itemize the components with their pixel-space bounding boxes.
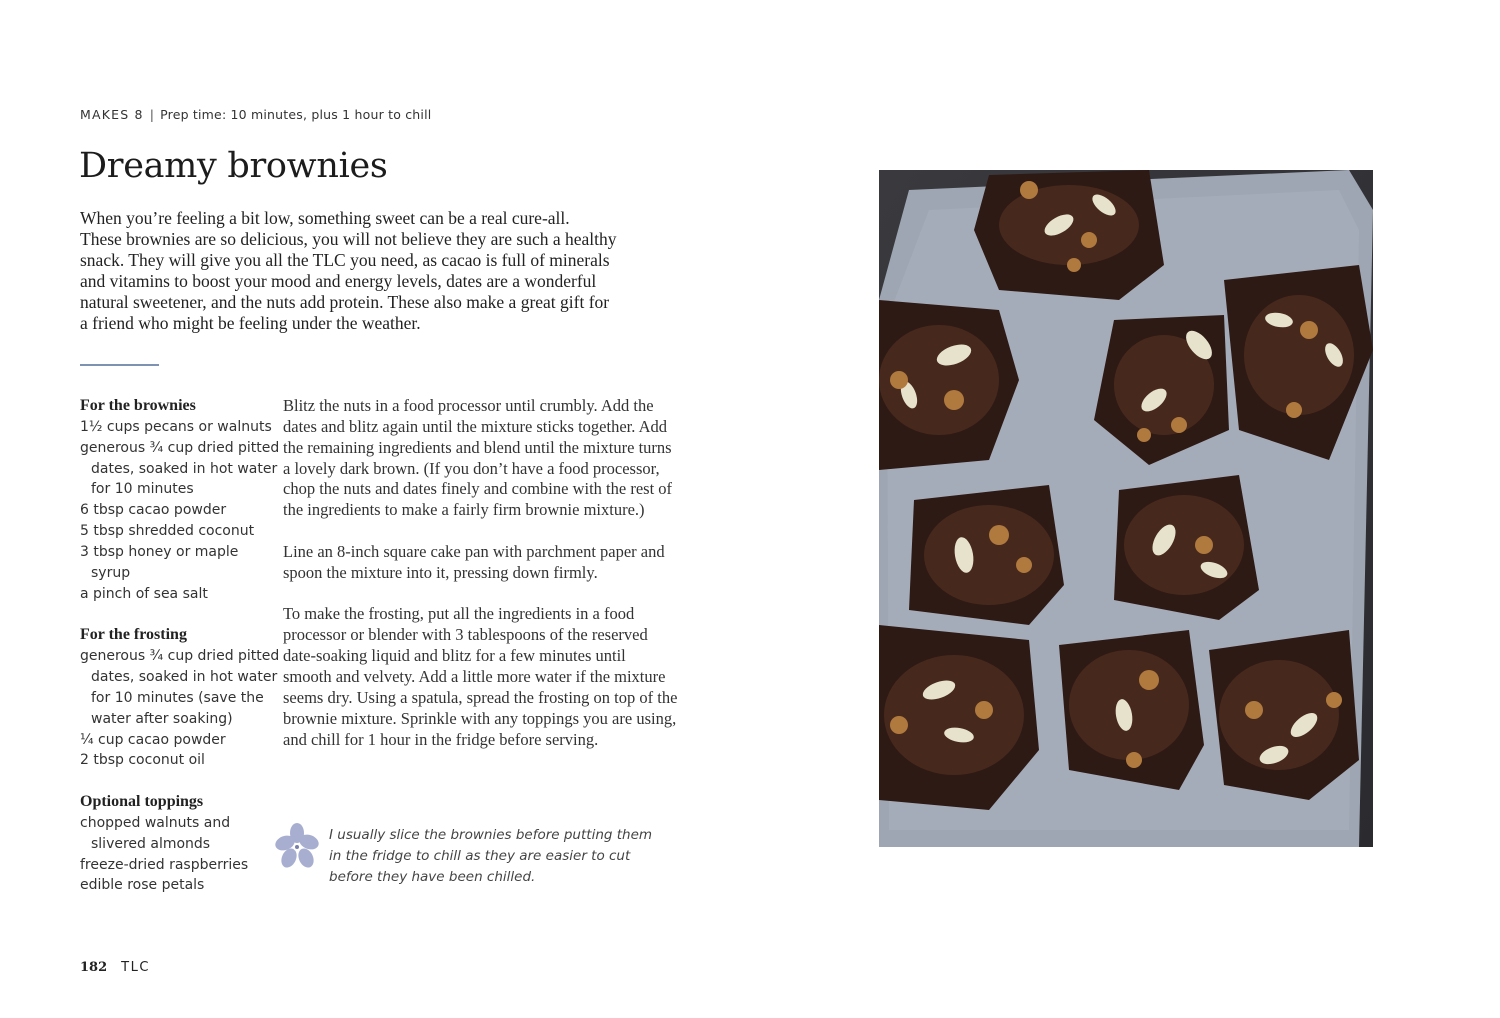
intro-line: When you’re feeling a bit low, something sweet can be a real cure-all.	[80, 208, 570, 228]
recipe-meta	[80, 107, 431, 122]
ingredient-group-frosting	[80, 625, 280, 771]
ingredient-heading: Optional toppings	[80, 793, 204, 811]
recipe-title: Dreamy brownies	[79, 146, 388, 186]
ingredient-item: chopped walnuts and slivered almonds	[80, 814, 231, 852]
intro-line: a friend who might be feeling under the weather.	[80, 312, 421, 333]
makes-count: MAKES 8	[80, 107, 144, 122]
page-number: 182	[80, 960, 108, 975]
intro-line: and vitamins to boost your mood and energy levels, dates are a wonderful	[80, 270, 597, 291]
section-divider	[80, 364, 159, 366]
ingredient-item: 3 tbsp honey or maple syrup	[80, 543, 239, 581]
method-step: To make the frosting, put all the ingredients in a food processor or blender with 3 tablespoons of the reserved date-soaking liquid and blitz for a few minutes until smooth and velvety. Add a little more water if the mixture seems dry. Using a spatula, spread the frosting on top of the brownie mixture. Sprinkle with any toppings you are using, and chill for 1 hour in the fridge before serving.	[283, 604, 678, 749]
page-footer	[80, 960, 150, 975]
ingredient-item: ¼ cup cacao powder	[80, 731, 226, 748]
ingredient-item: a pinch of sea salt	[80, 585, 208, 602]
method-step: Line an 8-inch square cake pan with parchment paper and spoon the mixture into it, pressing down firmly.	[283, 541, 665, 582]
intro-paragraph	[80, 208, 680, 333]
ingredients-column	[80, 396, 280, 917]
intro-line: natural sweetener, and the nuts add protein. These also make a great gift for	[80, 291, 610, 312]
ingredient-group-toppings	[80, 792, 280, 896]
ingredient-item: freeze-dried raspberries	[80, 856, 249, 873]
ingredient-item: generous ¾ cup dried pitted dates, soaked in hot water for 10 minutes (save the water after soaking)	[80, 648, 280, 727]
section-name: TLC	[121, 960, 150, 975]
ingredient-item: edible rose petals	[80, 877, 205, 894]
flower-icon	[273, 822, 323, 870]
prep-time: Prep time: 10 minutes, plus 1 hour to chill	[160, 107, 432, 122]
ingredient-heading: For the brownies	[80, 397, 196, 414]
method-column	[283, 396, 678, 771]
tip-note: I usually slice the brownies before putting them in the fridge to chill as they are easier to cut before they have been chilled.	[329, 827, 653, 885]
ingredient-item: 2 tbsp coconut oil	[80, 752, 205, 769]
intro-line: snack. They will give you all the TLC you need, as cacao is full of minerals	[80, 249, 610, 270]
brownies-photo	[879, 170, 1373, 847]
meta-separator: |	[149, 107, 155, 122]
intro-line: These brownies are so delicious, you will not believe they are such a healthy	[80, 228, 617, 249]
ingredient-group-brownies	[80, 396, 280, 604]
method-step: Blitz the nuts in a food processor until crumbly. Add the dates and blitz again until the mixture sticks together. Add the remaining ingredients and blend until the mixture turns a lovely dark brown. (If you don’t have a food processor, chop the nuts and dates finely and combine with the rest of the ingredients to make a fairly firm brownie mixture.)	[283, 396, 673, 520]
ingredient-item: generous ¾ cup dried pitted dates, soaked in hot water for 10 minutes	[80, 439, 280, 498]
ingredient-item: 6 tbsp cacao powder	[80, 502, 227, 519]
ingredient-item: 1½ cups pecans or walnuts	[80, 418, 272, 435]
ingredient-item: 5 tbsp shredded coconut	[80, 523, 255, 540]
ingredient-heading: For the frosting	[80, 626, 187, 644]
